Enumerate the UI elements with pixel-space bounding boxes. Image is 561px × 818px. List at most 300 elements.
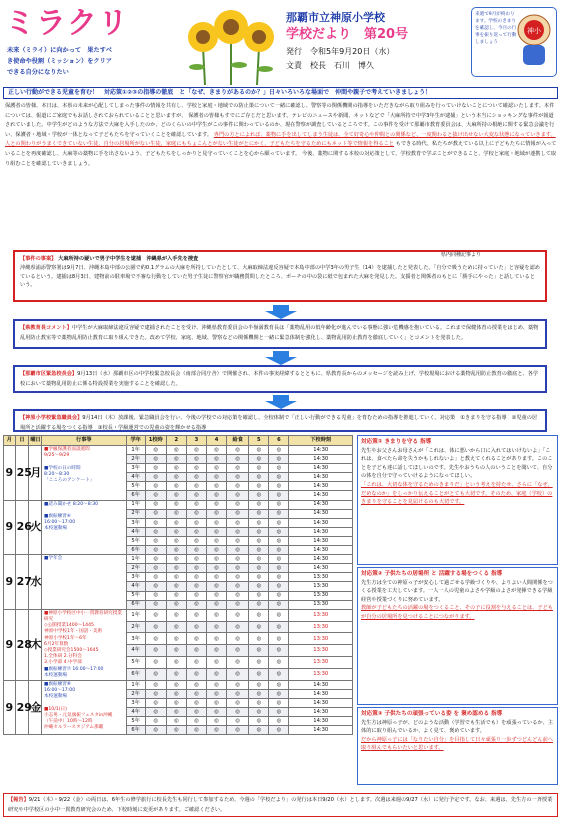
schedule-period-mark: ◎ — [227, 555, 249, 564]
schedule-period-mark: ◎ — [269, 527, 289, 536]
schedule-period-mark: ◎ — [186, 455, 206, 464]
schedule-period-mark: ◎ — [227, 509, 249, 518]
schedule-dismissal-time: 14:30 — [289, 546, 353, 555]
schedule-event-line: 本校運動場 — [44, 694, 68, 700]
schedule-event-line: ■学校の日の時間 — [44, 465, 81, 471]
schedule-grade: 3年 — [126, 573, 145, 582]
schedule-period-mark: ◎ — [166, 621, 186, 633]
schedule-period-mark: ◎ — [249, 582, 269, 591]
schedule-period-mark: ◎ — [269, 464, 289, 473]
news-label: 【神原小学校緊急職員会】 — [20, 415, 83, 421]
schedule-period-mark: ◎ — [166, 708, 186, 717]
schedule-grade: 5年 — [126, 717, 145, 726]
schedule-day: 26 — [15, 500, 29, 555]
schedule-period-mark: ◎ — [166, 491, 186, 500]
schedule-period-mark: ◎ — [166, 518, 186, 527]
schedule-period-mark: ◎ — [186, 555, 206, 564]
schedule-grade: 3年 — [126, 699, 145, 708]
schedule-dismissal-time: 13:30 — [289, 591, 353, 600]
schedule-event-line: 9/25～9/29 — [44, 453, 70, 459]
schedule-period-mark: ◎ — [145, 500, 166, 509]
schedule-column-header: 6 — [269, 436, 289, 446]
schedule-period-mark: ◎ — [166, 668, 186, 680]
schedule-dismissal-time: 14:30 — [289, 708, 353, 717]
schedule-dismissal-time: 13:30 — [289, 633, 353, 645]
schedule-period-mark: ◎ — [166, 680, 186, 689]
schedule-period-mark: ◎ — [227, 690, 249, 699]
schedule-period-mark: ◎ — [249, 564, 269, 573]
schedule-events — [42, 680, 127, 735]
schedule-grade: 2年 — [126, 509, 145, 518]
schedule-period-mark: ◎ — [145, 591, 166, 600]
schedule-dismissal-time: 14:30 — [289, 518, 353, 527]
schedule-period-mark: ◎ — [227, 609, 249, 621]
schedule-event-line: 本校運動場 — [44, 672, 68, 678]
bulletin-title: 学校だより 第20号 — [286, 27, 409, 42]
schedule-event-line: 神原中学校1年・国語・美術 — [44, 629, 103, 635]
schedule-period-mark: ◎ — [145, 455, 166, 464]
schedule-period-mark: ◎ — [166, 546, 186, 555]
schedule-dismissal-time: 14:30 — [289, 464, 353, 473]
schedule-event-line: 16:00～17:00 — [44, 520, 76, 526]
schedule-period-mark: ◎ — [269, 509, 289, 518]
schedule-table — [3, 435, 353, 735]
schedule-period-mark: ◎ — [269, 473, 289, 482]
schedule-grade: 4年 — [126, 645, 145, 657]
news-body: 9月13日（水）那覇市区の中学校緊急校長会（南部合同庁舎）で開催され、本件の事実経緯するとともに、県教育長からのメッセージを読み上げ、学校現場における薬物乱用防止教育の徹底と、各学校において薬物乱用防止に係る特設授業を実施することを確認した。 — [20, 371, 539, 387]
schedule-grade: 1年 — [126, 680, 145, 689]
schedule-period-mark: ◎ — [269, 657, 289, 669]
schedule-row — [4, 680, 353, 689]
schedule-period-mark: ◎ — [207, 509, 227, 518]
schedule-period-mark: ◎ — [186, 690, 206, 699]
schedule-column-header: 下校時刻 — [289, 436, 353, 446]
schedule-event-line: 1.全体研 2.分科会 — [44, 654, 82, 660]
schedule-period-mark: ◎ — [145, 645, 166, 657]
schedule-period-mark: ◎ — [227, 500, 249, 509]
schedule-period-mark: ◎ — [186, 726, 206, 735]
schedule-period-mark: ◎ — [166, 473, 186, 482]
schedule-period-mark: ◎ — [227, 491, 249, 500]
case-title: 大麻所持の疑いで男子中学生を逮捕 沖縄県が入手先を捜査 — [58, 256, 199, 262]
schedule-dismissal-time: 14:30 — [289, 699, 353, 708]
schedule-grade: 1年 — [126, 446, 145, 455]
intro-paragraph: もできる時代、私たちが教えている以上に子どもたちに情報が入っていることを再度確認し、大麻等の薬物に手を出さないよう、子どもたちをしっかりと見守っていくことを心から願っています。 — [5, 141, 557, 157]
schedule-dismissal-time: 14:30 — [289, 455, 353, 464]
schedule-period-mark: ◎ — [145, 609, 166, 621]
schedule-column-header: 5 — [249, 436, 269, 446]
schedule-row — [4, 555, 353, 564]
schedule-period-mark: ◎ — [186, 500, 206, 509]
schedule-dismissal-time: 14:30 — [289, 536, 353, 545]
schedule-event-line: ◇授業研究会1500～1645 — [44, 647, 99, 653]
schedule-period-mark: ◎ — [227, 573, 249, 582]
schedule-dismissal-time: 13:30 — [289, 573, 353, 582]
schedule-period-mark: ◎ — [249, 446, 269, 455]
schedule-period-mark: ◎ — [249, 509, 269, 518]
schedule-period-mark: ◎ — [207, 500, 227, 509]
schedule-period-mark: ◎ — [145, 536, 166, 545]
schedule-period-mark: ◎ — [166, 726, 186, 735]
news-label: 【県教育長コメント】 — [20, 325, 72, 331]
schedule-period-mark: ◎ — [145, 600, 166, 609]
schedule-event-line: 小志男・元気旗振フェスタin沖縄 — [44, 712, 113, 718]
schedule-event-line: ◇公開授業1400～1445 — [44, 623, 94, 629]
schedule-grade: 4年 — [126, 708, 145, 717]
measure-3-section — [357, 707, 558, 785]
schedule-event-line: 3.小学部 4.中学部 — [44, 660, 82, 666]
schedule-period-mark: ◎ — [249, 699, 269, 708]
schedule-column-header: 行事等 — [42, 436, 127, 446]
schedule-month: 9 — [4, 680, 16, 735]
schedule-period-mark: ◎ — [249, 668, 269, 680]
schedule-grade: 3年 — [126, 518, 145, 527]
schedule-period-mark: ◎ — [227, 621, 249, 633]
schedule-period-mark: ◎ — [207, 464, 227, 473]
measure-highlight: 教師が子どもたちの活躍の場をつくること、その子に役割を与えることは、子どもが自分の居場所を見つけることにつながります。 — [361, 605, 553, 620]
schedule-period-mark: ◎ — [186, 527, 206, 536]
schedule-period-mark: ◎ — [227, 657, 249, 669]
schedule-dismissal-time: 14:30 — [289, 555, 353, 564]
schedule-grade: 4年 — [126, 582, 145, 591]
schedule-period-mark: ◎ — [269, 717, 289, 726]
schedule-period-mark: ◎ — [166, 582, 186, 591]
news-box-principals-meeting — [13, 365, 547, 393]
schedule-period-mark: ◎ — [227, 482, 249, 491]
schedule-event-line: 神原小学校1年～6年 — [44, 635, 87, 641]
schedule-period-mark: ◎ — [207, 600, 227, 609]
schedule-period-mark: ◎ — [249, 455, 269, 464]
schedule-period-mark: ◎ — [269, 546, 289, 555]
schedule-period-mark: ◎ — [186, 645, 206, 657]
schedule-column-header: 曜日 — [29, 436, 42, 446]
intro-paragraph: 今後、薬物に関する本校の対応策として、学校教育で学ぶことができること、学校と家庭・地域が連携して取り組むことを確認していきましょう。 — [5, 150, 557, 167]
schedule-period-mark: ◎ — [186, 591, 206, 600]
schedule-period-mark: ◎ — [145, 518, 166, 527]
schedule-period-mark: ◎ — [207, 473, 227, 482]
schedule-period-mark: ◎ — [145, 690, 166, 699]
schedule-dismissal-time: 13:30 — [289, 600, 353, 609]
schedule-period-mark: ◎ — [269, 491, 289, 500]
footer-text: 9/21（木）・9/22（金）の両日は、6年生の修学旅行に校長先生も同行して参加するため、今週の「学校だより」の発行は本日9/20（水）とします。次週は来週の9/27（水）に発行予定です。なお、来週は、先生方の一斉授業研究や中学校区の小中一貫教育研究会のため、下校時刻に変更があります。ご確認ください。 — [8, 797, 553, 813]
header — [3, 3, 558, 89]
intro-paragraph: 保護者の皆様もすでにご存じだと思います。テレビのニュースや新聞、ネットなどで「大麻所持で中学3年生が逮捕」という本当にショッキングな事件が報道されていました。中学生がどのような方法で大麻を入手したのか、どのくらいの中学生がこの事件に関わっているのか、現在警察が調査しているところです。この事件を受けて那覇市教育委員会は、大麻所持の根絶に関する緊急会議を行い、保護者・地域・学校が一体となって子どもたちを守っていくことを確認しています。 — [5, 112, 555, 138]
intro-text — [5, 102, 557, 169]
schedule-period-mark: ◎ — [249, 536, 269, 545]
schedule-events — [42, 555, 127, 610]
school-name: 那覇市立神原小学校 — [286, 11, 385, 24]
schedule-period-mark: ◎ — [227, 527, 249, 536]
schedule-period-mark: ◎ — [207, 680, 227, 689]
schedule-period-mark: ◎ — [249, 482, 269, 491]
schedule-period-mark: ◎ — [249, 708, 269, 717]
schedule-event-line: （午前中）10時～12時 — [44, 719, 93, 725]
schedule-column-header: 4 — [207, 436, 227, 446]
schedule-period-mark: ◎ — [269, 536, 289, 545]
schedule-period-mark: ◎ — [186, 473, 206, 482]
schedule-period-mark: ◎ — [269, 645, 289, 657]
schedule-period-mark: ◎ — [186, 482, 206, 491]
schedule-event-line: ■神原小学校区中小一貫教育研究授業研究 — [44, 610, 122, 622]
headline-banner: 正しい行動ができる児童を育む！ 対応策①②③の指導の徹底 と「なぜ、きまりがあるのか？」日々いろいろな場面で 仲間や親子で考えていきましょう！ — [3, 87, 558, 99]
right-column — [357, 435, 558, 788]
schedule-period-mark: ◎ — [249, 491, 269, 500]
schedule-period-mark: ◎ — [166, 717, 186, 726]
schedule-event-line: ■学年会 — [44, 556, 63, 562]
schedule-event-line: ■旗振練習⑥ — [44, 513, 71, 519]
measure-body: 先生方は神原っ子が、どのような活動（学習でも生活でも）を頑張っているか、主体的に取り組んでいるか、よく見て、褒めています。 — [361, 719, 553, 735]
schedule-period-mark: ◎ — [145, 473, 166, 482]
schedule-grade: 4年 — [126, 527, 145, 536]
schedule-period-mark: ◎ — [145, 446, 166, 455]
schedule-weekday: 木 — [29, 609, 42, 680]
schedule-period-mark: ◎ — [166, 455, 186, 464]
schedule-period-mark: ◎ — [227, 726, 249, 735]
schedule-period-mark: ◎ — [227, 591, 249, 600]
measure-1-section — [357, 435, 558, 565]
schedule-grade: 5年 — [126, 536, 145, 545]
schedule-period-mark: ◎ — [269, 609, 289, 621]
schedule-period-mark: ◎ — [249, 645, 269, 657]
schedule-period-mark: ◎ — [227, 600, 249, 609]
schedule-dismissal-time: 13:30 — [289, 609, 353, 621]
schedule-period-mark: ◎ — [207, 726, 227, 735]
schedule-dismissal-time: 13:30 — [289, 657, 353, 669]
schedule-period-mark: ◎ — [186, 621, 206, 633]
schedule-day: 29 — [15, 680, 29, 735]
author: 文責 校長 石川 博久 — [286, 61, 374, 70]
schedule-period-mark: ◎ — [186, 668, 206, 680]
schedule-period-mark: ◎ — [249, 717, 269, 726]
intro-paragraph: 保護者の皆様、本日は、本県の未来が心配してしまった事件の情報を共有し、学校と家庭・地域での防止策について一緒に確認し、警察等の関係機関の指導をいただきながら取り組みを行っていけないことについて確認いたします。本件については、報道にご家庭でもお話しされておられていることと思いますが、 — [5, 103, 555, 119]
schedule-period-mark: ◎ — [249, 555, 269, 564]
schedule-period-mark: ◎ — [249, 500, 269, 509]
schedule-dismissal-time: 14:30 — [289, 680, 353, 689]
schedule-period-mark: ◎ — [269, 482, 289, 491]
schedule-period-mark: ◎ — [269, 564, 289, 573]
schedule-event-line: 本校運動場 — [44, 526, 68, 532]
schedule-period-mark: ◎ — [269, 621, 289, 633]
schedule-period-mark: ◎ — [207, 699, 227, 708]
measure-2-section — [357, 567, 558, 705]
schedule-grade: 2年 — [126, 621, 145, 633]
schedule-period-mark: ◎ — [145, 699, 166, 708]
schedule-period-mark: ◎ — [227, 708, 249, 717]
schedule-period-mark: ◎ — [227, 546, 249, 555]
intro-paragraph-highlight: 専門の方とによれば、薬物に手を出してしまう生徒は、全て好奇心や仲間との関係など、一度関わると抜け出せない大変な状態になっていきます。人との関わりがうまくできていない生徒、自分の居場所がない生徒、家庭にもちょこんとがない生徒がとにかく、子どもたちを守るためにもネット等で情報を得ること — [5, 131, 556, 148]
schedule-period-mark: ◎ — [145, 564, 166, 573]
schedule-period-mark: ◎ — [186, 708, 206, 717]
schedule-dismissal-time: 14:30 — [289, 726, 353, 735]
footer-label: 【報告】 — [8, 797, 29, 803]
measure-body: 先生やお父さんお母さんが「これは、体に悪いから口に入れてはいけないよ」「これは、食べたら命を失うかもしれないよ」と教えてくれることがあります。このことを子ども達に話してほしいのです。先生やおうちの人のいうことを聞いて、自分の体を自分で守っていけるようになってほしい。 — [361, 447, 553, 480]
schedule-period-mark: ◎ — [249, 690, 269, 699]
schedule-dismissal-time: 13:30 — [289, 668, 353, 680]
schedule-period-mark: ◎ — [166, 482, 186, 491]
schedule-period-mark: ◎ — [207, 657, 227, 669]
schedule-period-mark: ◎ — [249, 546, 269, 555]
schedule-period-mark: ◎ — [186, 464, 206, 473]
logo: ミラクリ — [5, 6, 129, 41]
tagline — [7, 45, 177, 78]
schedule-event-line: 「こころのアンケート」 — [44, 478, 95, 484]
schedule-period-mark: ◎ — [145, 464, 166, 473]
schedule-dismissal-time: 14:30 — [289, 509, 353, 518]
schedule-events — [42, 500, 127, 555]
schedule-period-mark: ◎ — [269, 500, 289, 509]
measure-title: 対応策② 子供たちの居場所 と 活躍する場をつくる 指導 — [361, 571, 503, 577]
schedule-grade: 6年 — [126, 726, 145, 735]
schedule-period-mark: ◎ — [166, 690, 186, 699]
schedule-weekday: 金 — [29, 680, 42, 735]
schedule-grade: 1年 — [126, 500, 145, 509]
schedule-grade: 5年 — [126, 657, 145, 669]
schedule-period-mark: ◎ — [227, 582, 249, 591]
schedule-period-mark: ◎ — [166, 633, 186, 645]
schedule-period-mark: ◎ — [145, 573, 166, 582]
schedule-period-mark: ◎ — [186, 518, 206, 527]
schedule-event-line: 8:20～8:30 — [44, 471, 70, 477]
schedule-period-mark: ◎ — [269, 708, 289, 717]
schedule-period-mark: ◎ — [207, 482, 227, 491]
news-body: 中学生が大麻取締法違反容疑で逮捕されたことを受け、沖縄県教育委員会の半嶺満教育長は「薬物乱用の低年齢化が進んでいる事態に強い危機感を抱いている。これまで保健体育の授業をはじめ、薬物乱用防止教室等で薬物乱用防止教育に取り組んできた。改めて学校、家庭、地域、警察などの関係機関と一緒に緊急体制を強化し、薬物乱用防止教育を徹底していく」とコメントを発表した。 — [20, 325, 539, 341]
schedule-period-mark: ◎ — [269, 668, 289, 680]
schedule-event-line: ■10/1(日) — [44, 706, 67, 712]
schedule-period-mark: ◎ — [145, 621, 166, 633]
schedule-period-mark: ◎ — [227, 668, 249, 680]
schedule-period-mark: ◎ — [269, 633, 289, 645]
schedule-period-mark: ◎ — [186, 546, 206, 555]
schedule-period-mark: ◎ — [207, 455, 227, 464]
schedule-column-header: 給食 — [227, 436, 249, 446]
schedule-period-mark: ◎ — [249, 591, 269, 600]
measure-title: 対応策③ 子供たちの頑張っている姿 を 褒め認める 指導 — [361, 711, 503, 717]
measure-title: 対応策① きまりを守る 指導 — [361, 439, 432, 445]
schedule-period-mark: ◎ — [207, 717, 227, 726]
schedule-period-mark: ◎ — [227, 680, 249, 689]
source-note: 県内同種記事より — [441, 252, 482, 258]
schedule-column-header: 2 — [166, 436, 186, 446]
tagline-line: できる自分になりたい — [7, 69, 69, 76]
schedule-grade: 3年 — [126, 633, 145, 645]
schedule-period-mark: ◎ — [166, 645, 186, 657]
news-label: 【那覇市区緊急校長会】 — [20, 371, 78, 377]
schedule-month: 9 — [4, 609, 16, 680]
schedule-grade: 5年 — [126, 591, 145, 600]
schedule-period-mark: ◎ — [186, 657, 206, 669]
schedule-period-mark: ◎ — [269, 582, 289, 591]
schedule-grade: 2年 — [126, 564, 145, 573]
schedule-dismissal-time: 14:30 — [289, 527, 353, 536]
measure-body: 先生方は全ての神原っ子が安心して過ごせる学級づくりや、よりよい人間関係をつくる授業を工夫しています。一人一人の児童のよさや学級のよさが発揮できる学級経営や授業づくりに努めています。 — [361, 579, 553, 603]
schedule-dismissal-time: 14:30 — [289, 717, 353, 726]
measure-highlight: だから神原っ子には「なりたい自分」を目指して日々頑張り一歩ずつどんどん前へ取り組んでもらいたいと思います。 — [361, 736, 553, 752]
news-body: 9月14日（木）放課後、緊急職員会を行い、今後の学校での対応策を確認し、全校体制で「正しい行動ができる児童」を育むための指導を推進していく。対応策 ①きまりを守る指導 ②児童の居場所と活躍する場をつくる指導 ③校長・学級運営での児童の姿を輝かせる指導 — [20, 415, 538, 431]
schedule-period-mark: ◎ — [269, 555, 289, 564]
schedule-day: 27 — [15, 555, 29, 610]
schedule-day: 25 — [15, 446, 29, 501]
schedule-period-mark: ◎ — [269, 699, 289, 708]
schedule-dismissal-time: 13:30 — [289, 645, 353, 657]
schedule-period-mark: ◎ — [186, 573, 206, 582]
schedule-event-line: ■学級保護者面談週間 — [44, 447, 90, 452]
schedule-period-mark: ◎ — [186, 491, 206, 500]
schedule-column-header: 3 — [186, 436, 206, 446]
schedule-period-mark: ◎ — [207, 609, 227, 621]
schedule-period-mark: ◎ — [186, 609, 206, 621]
schedule-period-mark: ◎ — [227, 645, 249, 657]
mascot-note-text: 来週で9月が終わります。学校のきまりを確認し、今月の行事を振り返って行動しましょう — [475, 12, 517, 45]
schedule-period-mark: ◎ — [145, 491, 166, 500]
schedule-period-mark: ◎ — [227, 699, 249, 708]
schedule-period-mark: ◎ — [207, 591, 227, 600]
schedule-grade: 6年 — [126, 491, 145, 500]
schedule-period-mark: ◎ — [249, 609, 269, 621]
schedule-period-mark: ◎ — [249, 518, 269, 527]
schedule-month: 9 — [4, 500, 16, 555]
footer-report — [3, 793, 558, 817]
schedule-period-mark: ◎ — [145, 668, 166, 680]
down-arrow-icon — [265, 395, 297, 409]
schedule-weekday: 火 — [29, 500, 42, 555]
schedule-grade: 2年 — [126, 690, 145, 699]
schedule-period-mark: ◎ — [249, 464, 269, 473]
schedule-month: 9 — [4, 555, 16, 610]
schedule-period-mark: ◎ — [227, 717, 249, 726]
schedule-header-row — [4, 436, 353, 446]
schedule-dismissal-time: 14:30 — [289, 690, 353, 699]
schedule-period-mark: ◎ — [166, 536, 186, 545]
tagline-line: き使命や役割（ミッション）をクリア — [7, 58, 112, 65]
schedule-dismissal-time: 14:30 — [289, 500, 353, 509]
schedule-period-mark: ◎ — [207, 633, 227, 645]
schedule-period-mark: ◎ — [166, 609, 186, 621]
schedule-period-mark: ◎ — [145, 546, 166, 555]
schedule-period-mark: ◎ — [249, 726, 269, 735]
schedule-grade: 1年 — [126, 555, 145, 564]
schedule-period-mark: ◎ — [269, 680, 289, 689]
schedule-period-mark: ◎ — [249, 633, 269, 645]
schedule-day: 28 — [15, 609, 29, 680]
schedule-period-mark: ◎ — [249, 473, 269, 482]
schedule-period-mark: ◎ — [166, 591, 186, 600]
schedule-period-mark: ◎ — [269, 591, 289, 600]
schedule-period-mark: ◎ — [207, 582, 227, 591]
schedule-period-mark: ◎ — [186, 633, 206, 645]
schedule-period-mark: ◎ — [145, 482, 166, 491]
schedule-period-mark: ◎ — [166, 600, 186, 609]
schedule-period-mark: ◎ — [166, 527, 186, 536]
schedule-grade: 6年 — [126, 600, 145, 609]
schedule-row — [4, 609, 353, 621]
schedule-period-mark: ◎ — [207, 621, 227, 633]
measure-highlight: 「これは、大切な体を守るためのきまりだ」という考えを持たせ、さらに「なぜ、だめなのか」をしっかり伝えることがとても大切です。そのため、家庭（学校）のきまりを守ることを見届けるのも大切です。 — [361, 481, 553, 506]
schedule-period-mark: ◎ — [227, 536, 249, 545]
schedule-period-mark: ◎ — [249, 680, 269, 689]
schedule-period-mark: ◎ — [145, 555, 166, 564]
schedule-period-mark: ◎ — [227, 518, 249, 527]
schedule-period-mark: ◎ — [145, 582, 166, 591]
schedule-dismissal-time: 14:30 — [289, 491, 353, 500]
schedule-dismissal-time: 14:30 — [289, 446, 353, 455]
schedule-period-mark: ◎ — [186, 446, 206, 455]
schedule-period-mark: ◎ — [269, 518, 289, 527]
schedule-period-mark: ◎ — [269, 690, 289, 699]
schedule-events — [42, 609, 127, 680]
schedule-period-mark: ◎ — [207, 573, 227, 582]
down-arrow-icon — [265, 351, 297, 365]
schedule-period-mark: ◎ — [269, 446, 289, 455]
